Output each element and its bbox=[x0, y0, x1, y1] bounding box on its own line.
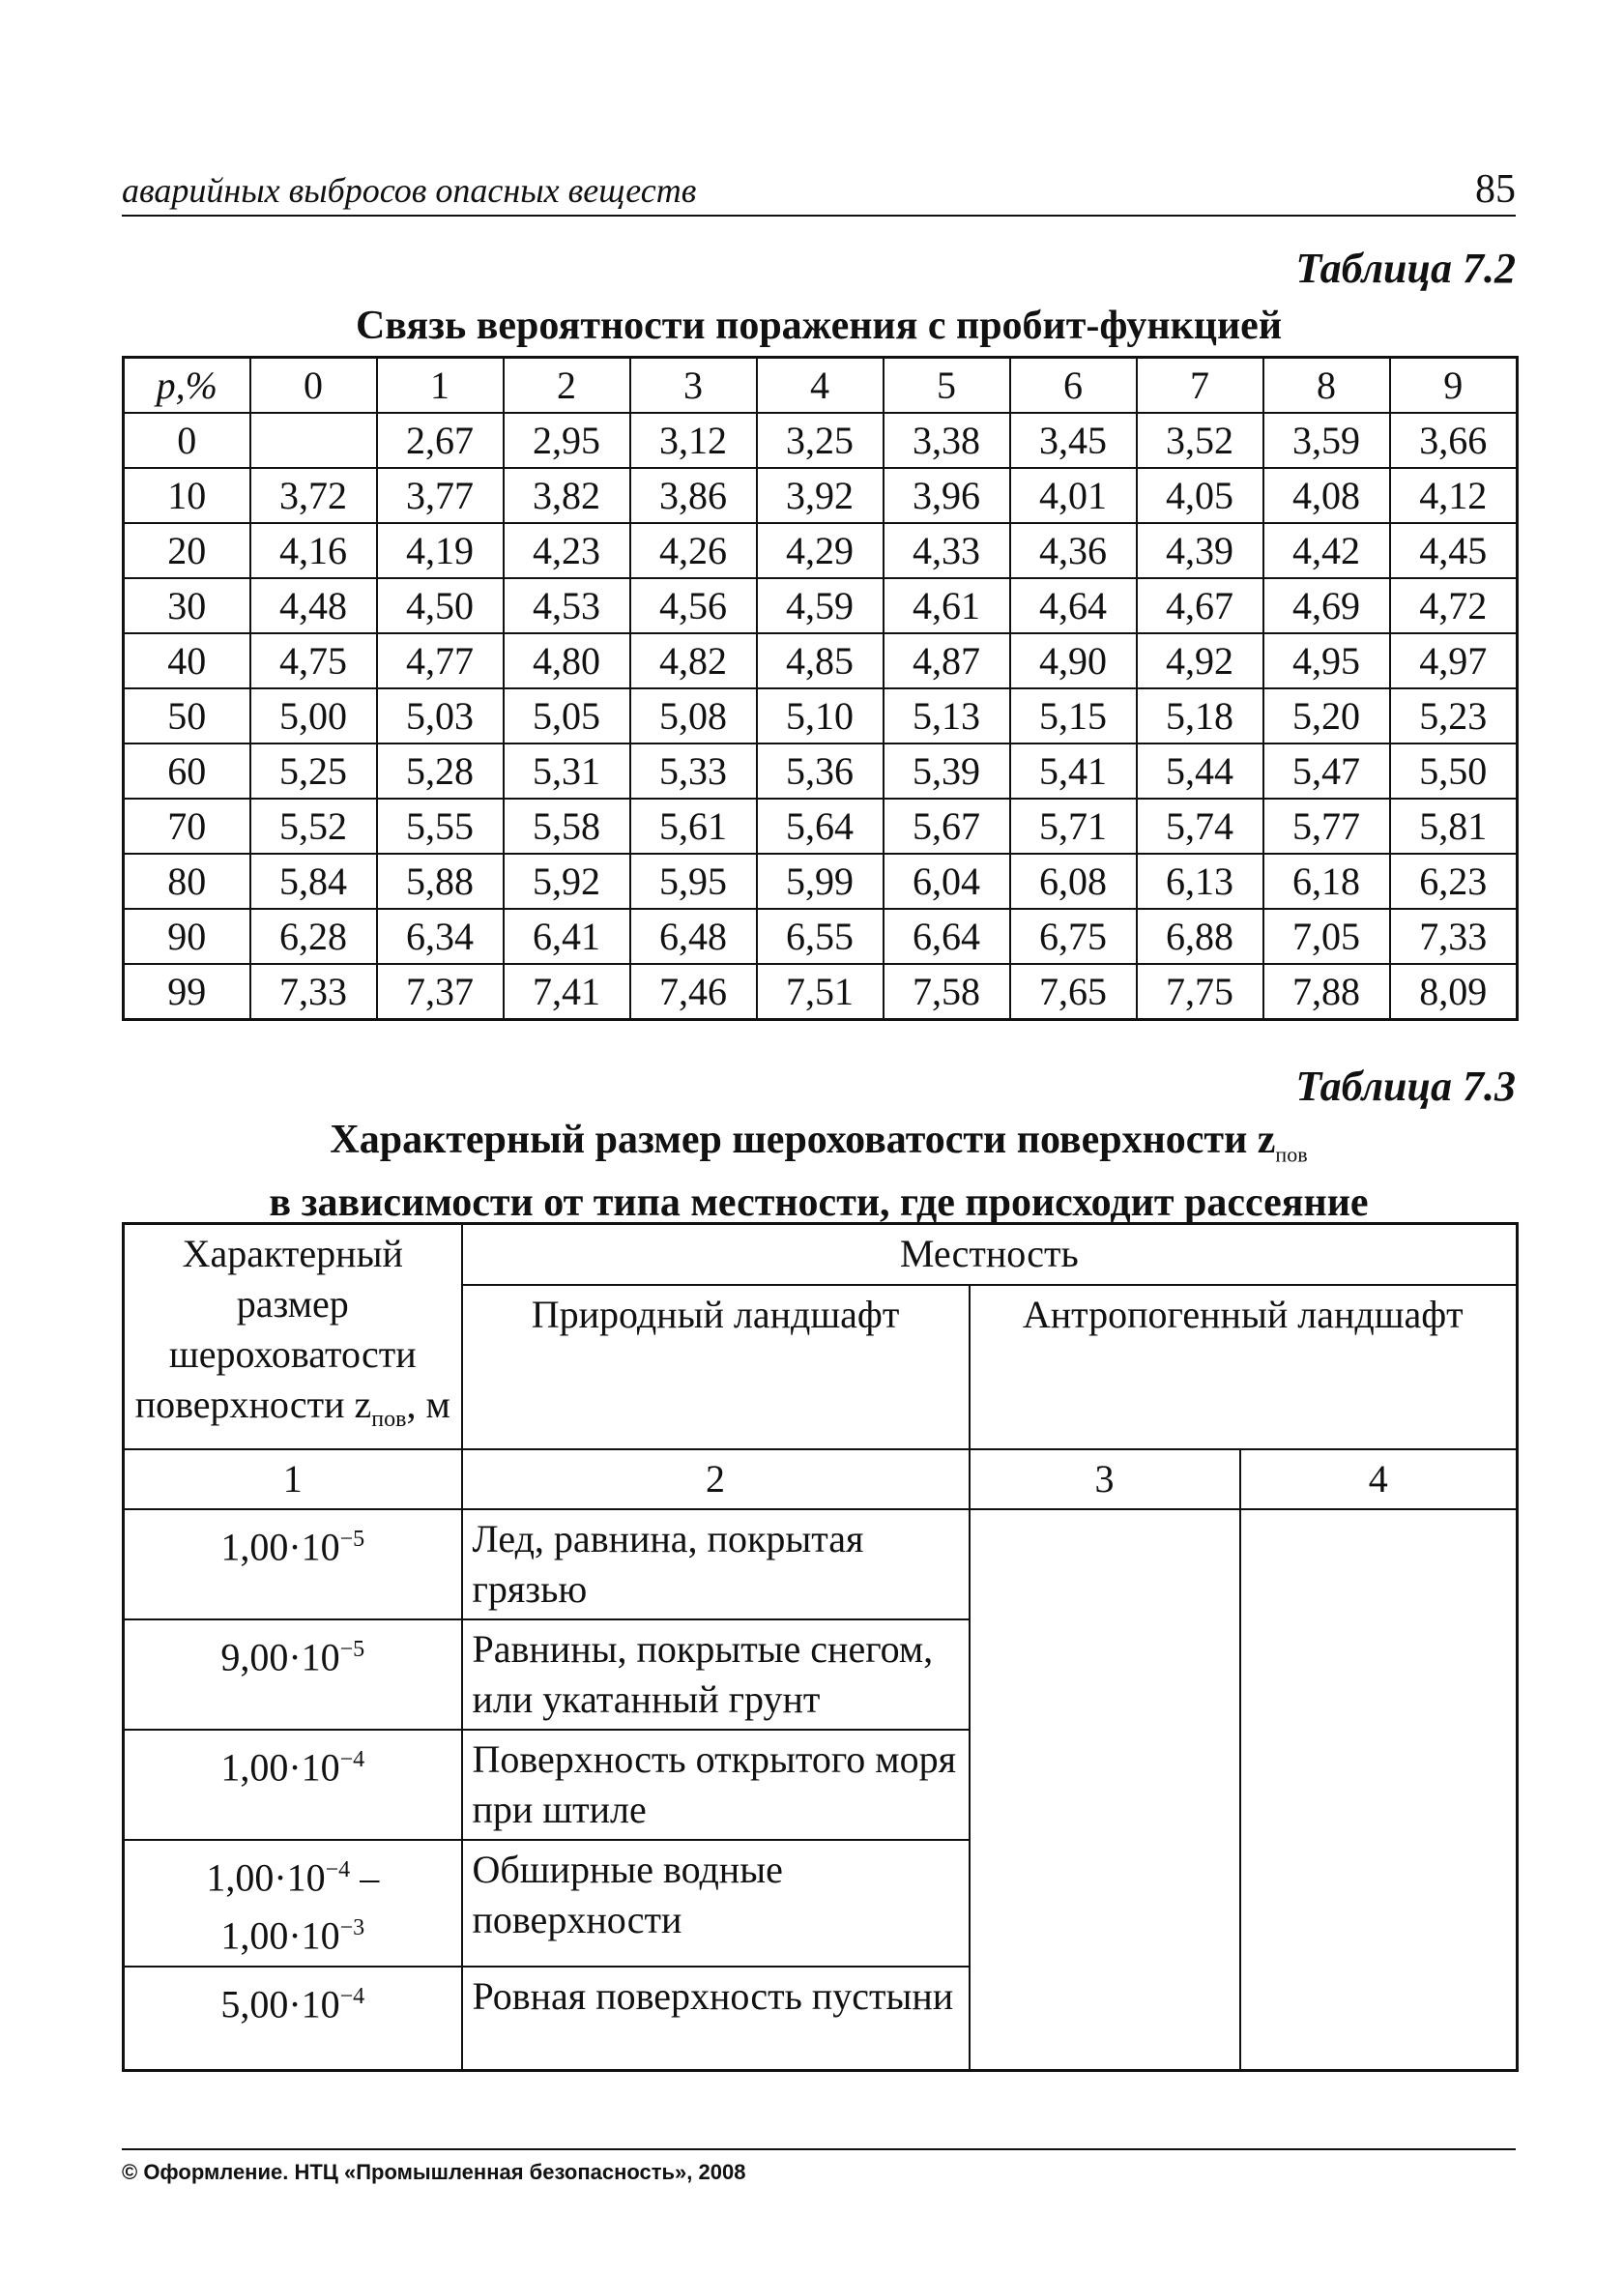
anthropogenic-landscape-header: Антропогенный ландшафт bbox=[970, 1285, 1518, 1449]
probit-value: 4,69 bbox=[1263, 578, 1390, 633]
column-header: 5 bbox=[884, 358, 1010, 414]
running-header bbox=[122, 162, 1516, 217]
page-number: 85 bbox=[1475, 167, 1516, 212]
probit-value: 7,88 bbox=[1263, 964, 1390, 1020]
probit-value: 6,23 bbox=[1390, 854, 1518, 909]
table-row bbox=[124, 909, 1518, 964]
column-header: 2 bbox=[504, 358, 630, 414]
terrain-description: Лед, равнина, покрытая грязью bbox=[462, 1509, 970, 1619]
probit-value: 5,44 bbox=[1137, 743, 1263, 799]
probit-value: 4,56 bbox=[630, 578, 757, 633]
row-header: 20 bbox=[124, 523, 250, 578]
table-7-3-label: Таблица 7.3 bbox=[1295, 1063, 1516, 1110]
probit-value: 7,58 bbox=[884, 964, 1010, 1020]
table-row bbox=[124, 799, 1518, 854]
probit-value: 4,97 bbox=[1390, 633, 1518, 688]
probit-value: 4,64 bbox=[1010, 578, 1137, 633]
probit-value: 5,95 bbox=[630, 854, 757, 909]
column-header: 6 bbox=[1010, 358, 1137, 414]
row-header: 60 bbox=[124, 743, 250, 799]
roughness-value: $5,00\cdot 10^{-4}$ bbox=[124, 1967, 462, 2071]
probit-value: 5,67 bbox=[884, 799, 1010, 854]
probit-value: 5,23 bbox=[1390, 688, 1518, 743]
table-row bbox=[124, 633, 1518, 688]
probit-value: 5,05 bbox=[504, 688, 630, 743]
table-row bbox=[124, 468, 1518, 523]
probit-value: 6,48 bbox=[630, 909, 757, 964]
probit-value: 3,25 bbox=[757, 413, 884, 468]
probit-value: 5,28 bbox=[377, 743, 504, 799]
probit-table bbox=[122, 356, 1519, 1021]
table-7-3-title bbox=[122, 1116, 1516, 1227]
roughness-table bbox=[122, 1222, 1519, 2072]
probit-value: 4,90 bbox=[1010, 633, 1137, 688]
probit-value: 5,77 bbox=[1263, 799, 1390, 854]
probit-value: 5,08 bbox=[630, 688, 757, 743]
row-header: 99 bbox=[124, 964, 250, 1020]
probit-value: 5,88 bbox=[377, 854, 504, 909]
probit-value: 4,05 bbox=[1137, 468, 1263, 523]
probit-value: 4,01 bbox=[1010, 468, 1137, 523]
probit-value: 4,45 bbox=[1390, 523, 1518, 578]
row-header: 80 bbox=[124, 854, 250, 909]
probit-value: 5,61 bbox=[630, 799, 757, 854]
probit-value: 7,75 bbox=[1137, 964, 1263, 1020]
probit-value bbox=[250, 413, 377, 468]
probit-value: 4,82 bbox=[630, 633, 757, 688]
probit-value: 4,12 bbox=[1390, 468, 1518, 523]
probit-value: 6,28 bbox=[250, 909, 377, 964]
probit-value: 4,26 bbox=[630, 523, 757, 578]
probit-value: 3,59 bbox=[1263, 413, 1390, 468]
probit-value: 6,08 bbox=[1010, 854, 1137, 909]
probit-value: 6,55 bbox=[757, 909, 884, 964]
probit-value: 3,45 bbox=[1010, 413, 1137, 468]
probit-value: 4,53 bbox=[504, 578, 630, 633]
terrain-description: Ровная поверхность пустыни bbox=[462, 1967, 970, 2071]
probit-value: 4,95 bbox=[1263, 633, 1390, 688]
probit-value: 4,29 bbox=[757, 523, 884, 578]
probit-value: 4,80 bbox=[504, 633, 630, 688]
col-number: 1 bbox=[124, 1449, 462, 1509]
probit-value: 3,72 bbox=[250, 468, 377, 523]
roughness-value: $1,00\cdot 10^{-4}$ bbox=[124, 1730, 462, 1840]
probit-value: 5,36 bbox=[757, 743, 884, 799]
probit-value: 4,77 bbox=[377, 633, 504, 688]
probit-value: 3,38 bbox=[884, 413, 1010, 468]
probit-value: 4,48 bbox=[250, 578, 377, 633]
probit-value: 3,12 bbox=[630, 413, 757, 468]
probit-value: 5,00 bbox=[250, 688, 377, 743]
probit-value: 7,05 bbox=[1263, 909, 1390, 964]
terrain-header: Местность bbox=[462, 1224, 1518, 1285]
probit-value: 6,18 bbox=[1263, 854, 1390, 909]
empty-cell bbox=[970, 1509, 1240, 2071]
table-7-3-title-line2: в зависимости от типа местности, где происходит рассеяние bbox=[269, 1181, 1369, 1226]
probit-value: 4,19 bbox=[377, 523, 504, 578]
probit-value: 7,65 bbox=[1010, 964, 1137, 1020]
probit-value: 5,33 bbox=[630, 743, 757, 799]
table-7-2-label: Таблица 7.2 bbox=[1295, 245, 1516, 292]
probit-value: 5,13 bbox=[884, 688, 1010, 743]
empty-cell bbox=[1240, 1509, 1518, 2071]
probit-value: 4,08 bbox=[1263, 468, 1390, 523]
probit-value: 4,50 bbox=[377, 578, 504, 633]
probit-value: 5,31 bbox=[504, 743, 630, 799]
row-header: 0 bbox=[124, 413, 250, 468]
table-7-3-title-line1: Характерный размер шероховатости поверхности $z_{пов}$ bbox=[330, 1118, 1308, 1167]
probit-value: 4,92 bbox=[1137, 633, 1263, 688]
terrain-description: Обширные водные поверхности bbox=[462, 1840, 970, 1967]
probit-value: 3,96 bbox=[884, 468, 1010, 523]
probit-value: 7,37 bbox=[377, 964, 504, 1020]
probit-value: 4,23 bbox=[504, 523, 630, 578]
row-header: 10 bbox=[124, 468, 250, 523]
corner-header: р,% bbox=[124, 358, 250, 414]
table-row bbox=[124, 854, 1518, 909]
row-header: 70 bbox=[124, 799, 250, 854]
probit-value: 5,81 bbox=[1390, 799, 1518, 854]
table-7-2-title: Связь вероятности поражения с пробит-функцией bbox=[355, 304, 1283, 348]
probit-value: 2,67 bbox=[377, 413, 504, 468]
roughness-value: $9,00\cdot 10^{-5}$ bbox=[124, 1619, 462, 1730]
probit-value: 7,41 bbox=[504, 964, 630, 1020]
col-number: 3 bbox=[970, 1449, 1240, 1509]
probit-value: 5,50 bbox=[1390, 743, 1518, 799]
probit-value: 5,47 bbox=[1263, 743, 1390, 799]
probit-value: 5,41 bbox=[1010, 743, 1137, 799]
probit-value: 2,95 bbox=[504, 413, 630, 468]
column-header: 9 bbox=[1390, 358, 1518, 414]
terrain-description: Равнины, покрытые снегом, или укатанный грунт bbox=[462, 1619, 970, 1730]
probit-value: 5,55 bbox=[377, 799, 504, 854]
probit-value: 3,77 bbox=[377, 468, 504, 523]
probit-value: 5,58 bbox=[504, 799, 630, 854]
probit-value: 5,03 bbox=[377, 688, 504, 743]
probit-value: 5,18 bbox=[1137, 688, 1263, 743]
probit-value: 8,09 bbox=[1390, 964, 1518, 1020]
probit-value: 3,82 bbox=[504, 468, 630, 523]
probit-value: 5,99 bbox=[757, 854, 884, 909]
probit-value: 4,42 bbox=[1263, 523, 1390, 578]
probit-value: 5,20 bbox=[1263, 688, 1390, 743]
probit-value: 4,16 bbox=[250, 523, 377, 578]
table-header-row bbox=[124, 358, 1518, 414]
probit-value: 5,84 bbox=[250, 854, 377, 909]
probit-value: 5,39 bbox=[884, 743, 1010, 799]
probit-value: 7,33 bbox=[1390, 909, 1518, 964]
probit-value: 7,33 bbox=[250, 964, 377, 1020]
probit-value: 7,51 bbox=[757, 964, 884, 1020]
probit-value: 4,61 bbox=[884, 578, 1010, 633]
probit-value: 5,10 bbox=[757, 688, 884, 743]
probit-value: 5,15 bbox=[1010, 688, 1137, 743]
column-header: 7 bbox=[1137, 358, 1263, 414]
probit-value: 6,75 bbox=[1010, 909, 1137, 964]
terrain-description: Поверхность открытого моря при штиле bbox=[462, 1730, 970, 1840]
probit-value: 4,59 bbox=[757, 578, 884, 633]
row-header: 90 bbox=[124, 909, 250, 964]
probit-value: 4,75 bbox=[250, 633, 377, 688]
probit-value: 6,88 bbox=[1137, 909, 1263, 964]
table-row bbox=[124, 688, 1518, 743]
probit-value: 6,04 bbox=[884, 854, 1010, 909]
roughness-value: $1,00\cdot 10^{-5}$ bbox=[124, 1509, 462, 1619]
probit-value: 6,34 bbox=[377, 909, 504, 964]
probit-value: 6,64 bbox=[884, 909, 1010, 964]
table-row bbox=[124, 523, 1518, 578]
probit-value: 3,52 bbox=[1137, 413, 1263, 468]
column-header: 0 bbox=[250, 358, 377, 414]
col-number: 2 bbox=[462, 1449, 970, 1509]
row-header: 40 bbox=[124, 633, 250, 688]
probit-value: 4,36 bbox=[1010, 523, 1137, 578]
column-header: 1 bbox=[377, 358, 504, 414]
probit-value: 6,13 bbox=[1137, 854, 1263, 909]
probit-value: 4,85 bbox=[757, 633, 884, 688]
probit-value: 3,66 bbox=[1390, 413, 1518, 468]
probit-value: 4,39 bbox=[1137, 523, 1263, 578]
probit-value: 4,72 bbox=[1390, 578, 1518, 633]
probit-value: 5,52 bbox=[250, 799, 377, 854]
probit-value: 5,64 bbox=[757, 799, 884, 854]
column-header: 4 bbox=[757, 358, 884, 414]
probit-value: 7,46 bbox=[630, 964, 757, 1020]
probit-value: 4,87 bbox=[884, 633, 1010, 688]
row-header: 50 bbox=[124, 688, 250, 743]
table-row bbox=[124, 578, 1518, 633]
col1-header: Характерный размер шероховатости поверхности $z_{пов}$, м bbox=[124, 1224, 462, 1450]
roughness-value: $1,00\cdot 10^{-4}$ – $1,00\cdot 10^{-3}$ bbox=[124, 1840, 462, 1967]
probit-value: 4,33 bbox=[884, 523, 1010, 578]
probit-value: 6,41 bbox=[504, 909, 630, 964]
probit-value: 4,67 bbox=[1137, 578, 1263, 633]
probit-value: 5,92 bbox=[504, 854, 630, 909]
probit-value: 5,71 bbox=[1010, 799, 1137, 854]
table-row bbox=[124, 743, 1518, 799]
column-header: 3 bbox=[630, 358, 757, 414]
running-title: аварийных выбросов опасных веществ bbox=[122, 171, 697, 210]
page-footer bbox=[122, 2148, 1516, 2184]
table-row bbox=[124, 413, 1518, 468]
probit-value: 5,74 bbox=[1137, 799, 1263, 854]
copyright-notice: © Оформление. НТЦ «Промышленная безопасность», 2008 bbox=[122, 2160, 746, 2184]
probit-value: 5,25 bbox=[250, 743, 377, 799]
col-number: 4 bbox=[1240, 1449, 1518, 1509]
table-row bbox=[124, 964, 1518, 1020]
probit-value: 3,86 bbox=[630, 468, 757, 523]
column-header: 8 bbox=[1263, 358, 1390, 414]
natural-landscape-header: Природный ландшафт bbox=[462, 1285, 970, 1449]
probit-value: 3,92 bbox=[757, 468, 884, 523]
row-header: 30 bbox=[124, 578, 250, 633]
